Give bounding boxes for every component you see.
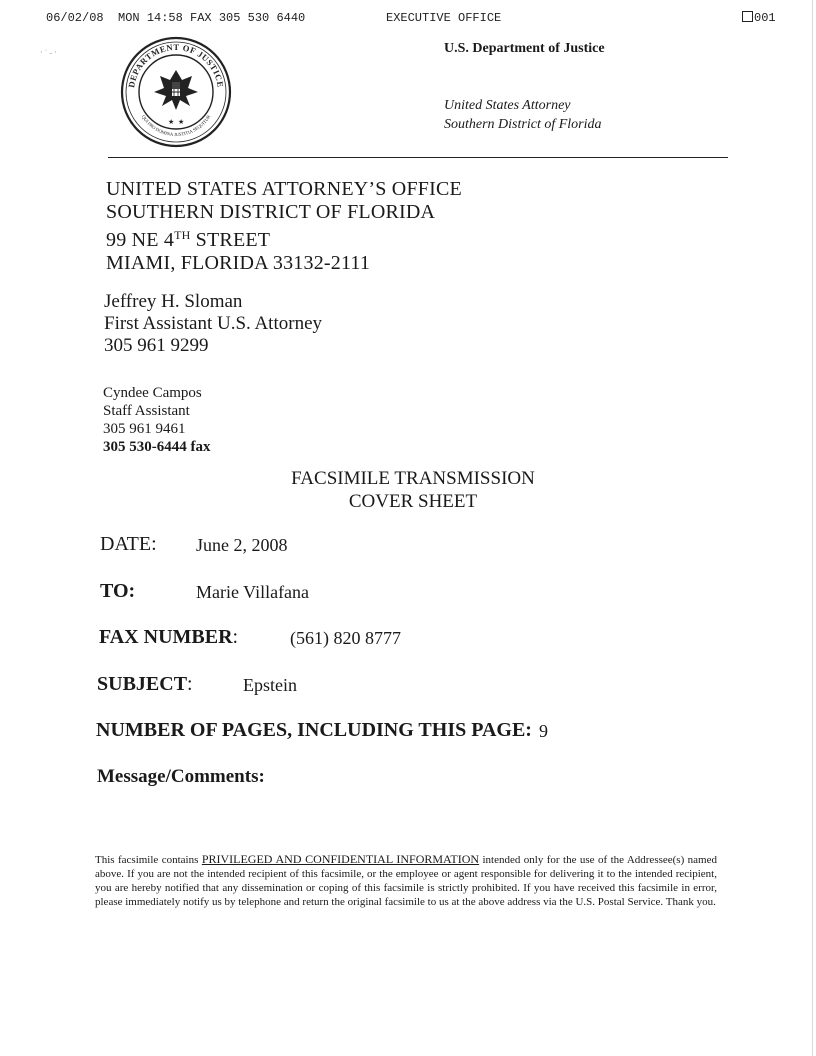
subject-label-text: SUBJECT	[97, 673, 188, 695]
fax-header-page-number: 001	[754, 11, 776, 25]
page-count-value: 9	[539, 721, 548, 741]
fax-header-office: EXECUTIVE OFFICE	[386, 11, 502, 25]
seal-text-bottom: QUI PRO DOMINA JUSTITIA SEQUITUR	[140, 114, 212, 138]
fax-header-transmission: 06/02/08 MON 14:58 FAX 305 530 6440	[46, 11, 306, 25]
letterhead-divider	[108, 157, 728, 158]
fax-number-value: (561) 820 8777	[290, 628, 401, 648]
subject-value: Epstein	[243, 675, 297, 695]
doj-seal-icon	[120, 36, 232, 148]
subject-label	[97, 673, 193, 696]
cover-title-line1: FACSIMILE TRANSMISSION	[291, 468, 535, 489]
fax-number-label-text: FAX NUMBER	[99, 626, 233, 648]
assistant-fax: 305 530-6444 fax	[103, 439, 211, 455]
assistant-name: Cyndee Campos	[103, 385, 202, 401]
notice-text-end: intended only for the use of the Addressee(s) named above. If you are not the intended recipient of this facsimile, or the employee or agent responsible for delivering it to the intended recipient, you are hereby notified that any dissemination or coping of this facsimile is strictly prohibited. If you have received this facsimile in error, please immediately notify us by telephone and return the original facsimile to us at the above address via the U.S. Postal Service. Thank you.	[95, 854, 720, 908]
cover-title-line2: COVER SHEET	[348, 491, 478, 512]
assistant-block	[103, 384, 211, 456]
address-line2: SOUTHERN DISTRICT OF FLORIDA	[106, 201, 436, 223]
message-comments-label: Message/Comments:	[97, 766, 265, 787]
address-line1: UNITED STATES ATTORNEY’S OFFICE	[106, 178, 462, 200]
seal-text-top: DEPARTMENT OF JUSTICE	[126, 41, 226, 89]
to-value: Marie Villafana	[196, 582, 310, 602]
svg-text:QUI PRO DOMINA JUSTITIA SEQUIT	[141, 113, 212, 137]
address-street-suffix: TH	[174, 228, 191, 242]
sender-block	[104, 291, 322, 357]
address-street-name: STREET	[190, 229, 271, 251]
notice-text-start: This facsimile contains	[95, 854, 202, 866]
subject-label-colon: :	[187, 673, 193, 695]
fax-header-page	[742, 11, 776, 25]
assistant-title: Staff Assistant	[103, 403, 190, 419]
scan-specks: · ˙ ˗ ·	[40, 48, 57, 57]
address-street-number: 99 NE 4	[106, 229, 175, 251]
sender-title: First Assistant U.S. Attorney	[104, 313, 322, 334]
assistant-phone: 305 961 9461	[103, 421, 186, 437]
letterhead-office-line1: United States Attorney	[444, 98, 571, 113]
svg-text:★: ★	[168, 118, 175, 126]
letterhead-department: U.S. Department of Justice	[444, 41, 605, 56]
page-edge-shadow	[812, 0, 813, 1056]
fax-number-label	[99, 626, 238, 649]
fax-sent-checkbox-icon	[742, 11, 753, 22]
office-address	[106, 178, 462, 275]
fax-number-label-colon: :	[232, 626, 239, 648]
letterhead-office	[444, 96, 602, 134]
svg-text:★: ★	[178, 118, 185, 126]
date-value: June 2, 2008	[196, 535, 288, 555]
sender-phone: 305 961 9299	[104, 335, 209, 356]
cover-title	[278, 467, 548, 513]
notice-privileged-text: PRIVILEGED AND CONFIDENTIAL INFORMATION	[201, 852, 480, 866]
to-label: TO:	[100, 580, 136, 602]
address-line4: MIAMI, FLORIDA 33132-2111	[106, 252, 371, 274]
date-label: DATE:	[100, 533, 157, 555]
letterhead-office-line2: Southern District of Florida	[444, 117, 602, 132]
page-count-label: NUMBER OF PAGES, INCLUDING THIS PAGE:	[96, 719, 532, 741]
address-line3	[106, 224, 462, 252]
confidentiality-notice	[95, 852, 720, 909]
sender-name: Jeffrey H. Sloman	[104, 291, 243, 312]
